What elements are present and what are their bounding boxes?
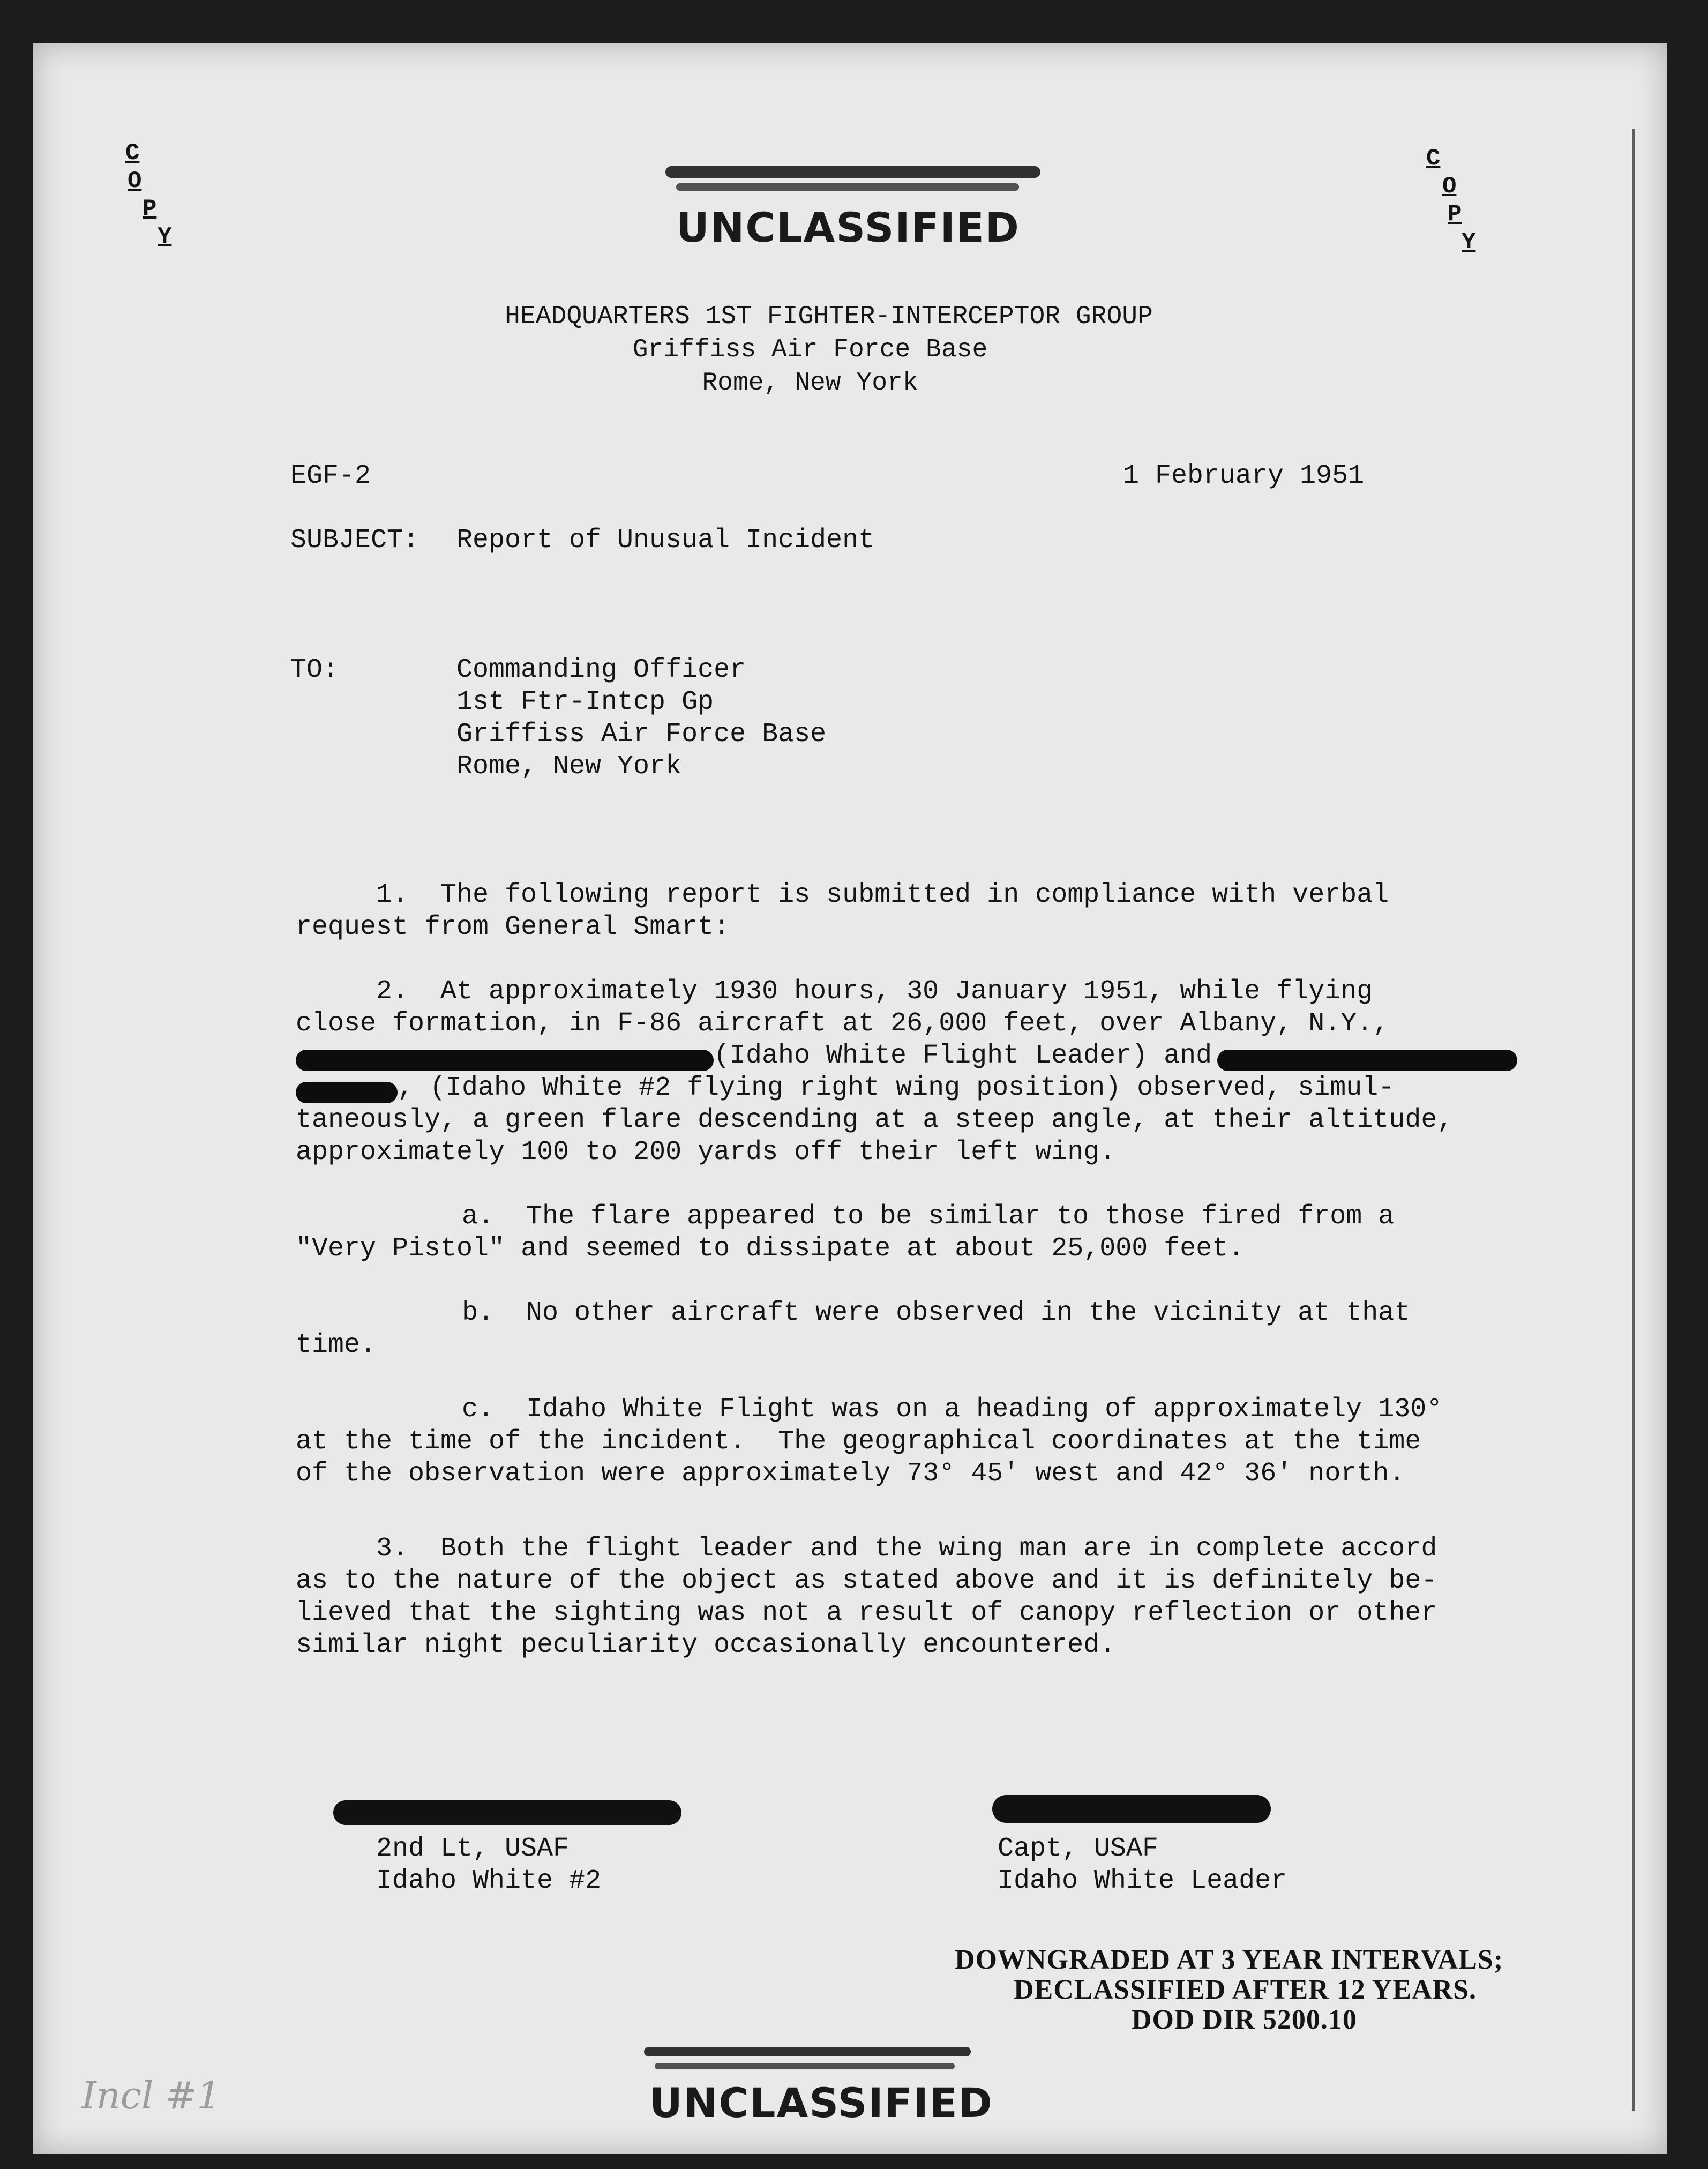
subparagraph-c-line: of the observation were approximately 73° 45' west and 42° 36' north. xyxy=(296,1459,1405,1489)
paragraph-2-line: close formation, in F-86 aircraft at 26,000 feet, over Albany, N.Y., xyxy=(296,1008,1389,1039)
copy-letter: O xyxy=(1442,173,1457,200)
subparagraph-b-line: b. No other aircraft were observed in the vicinity at that xyxy=(462,1298,1411,1328)
classification-stamp-top: UNCLASSIFIED xyxy=(676,204,1020,251)
redacted-line-text: (Idaho White Flight Leader) and xyxy=(714,1041,1212,1071)
letterhead-org: HEADQUARTERS 1ST FIGHTER-INTERCEPTOR GROUP xyxy=(505,302,1153,331)
to-address-line: 1st Ftr-Intcp Gp xyxy=(456,687,714,717)
signature-left-rank: 2nd Lt, USAF xyxy=(376,1834,570,1864)
subparagraph-b-line: time. xyxy=(296,1330,377,1360)
stamp-strikethrough-bottom xyxy=(644,2047,971,2056)
paragraph-2-line xyxy=(296,1072,1394,1105)
redaction-bar xyxy=(296,1082,398,1103)
copy-letter: O xyxy=(128,168,142,195)
enclosure-handwritten-note: Incl #1 xyxy=(81,2074,221,2118)
paragraph-3-line: 3. Both the flight leader and the wing man are in complete accord xyxy=(376,1534,1437,1564)
to-label: TO: xyxy=(290,655,339,685)
subject-label: SUBJECT: xyxy=(290,525,419,556)
classification-stamp-bottom: UNCLASSIFIED xyxy=(649,2079,993,2127)
stamp-strikethrough-top xyxy=(665,166,1040,178)
copy-letter: Y xyxy=(1462,229,1476,256)
document-page xyxy=(33,43,1667,2154)
signature-left-title: Idaho White #2 xyxy=(376,1866,602,1896)
downgrade-line: DOWNGRADED AT 3 YEAR INTERVALS; xyxy=(955,1944,1504,1975)
signature-redaction-left xyxy=(333,1800,681,1825)
page-edge-rule xyxy=(1632,129,1635,2111)
signature-right-rank: Capt, USAF xyxy=(998,1834,1159,1864)
copy-letter: C xyxy=(125,140,140,167)
to-address-line: Rome, New York xyxy=(456,751,682,782)
copy-mark-left xyxy=(125,139,171,251)
to-address-line: Commanding Officer xyxy=(456,655,746,685)
stamp-strikethrough-bottom-2 xyxy=(655,2063,955,2069)
copy-letter: P xyxy=(143,196,157,222)
redaction-bar xyxy=(296,1050,714,1071)
subparagraph-a-line: a. The flare appeared to be similar to those fired from a xyxy=(462,1201,1395,1232)
copy-letter: C xyxy=(1426,145,1441,172)
letterhead-base: Griffiss Air Force Base xyxy=(632,335,988,364)
paragraph-3-line: lieved that the sighting was not a result of canopy reflection or other xyxy=(296,1598,1437,1628)
paragraph-2-line: taneously, a green flare descending at a steep angle, at their altitude, xyxy=(296,1105,1454,1135)
downgrade-line: DECLASSIFIED AFTER 12 YEARS. xyxy=(1014,1974,1477,2005)
subparagraph-c-line: c. Idaho White Flight was on a heading of approximately 130° xyxy=(462,1394,1443,1425)
stamp-strikethrough-top-2 xyxy=(676,183,1019,191)
document-date: 1 February 1951 xyxy=(1123,461,1365,491)
paragraph-3-line: as to the nature of the object as stated above and it is definitely be- xyxy=(296,1566,1437,1596)
redaction-bar xyxy=(1217,1050,1517,1071)
paragraph-2-line: 2. At approximately 1930 hours, 30 January 1951, while flying xyxy=(376,976,1373,1007)
reference-code: EGF-2 xyxy=(290,461,371,491)
paragraph-2-line xyxy=(296,1039,1517,1073)
paragraph-2-line: approximately 100 to 200 yards off their left wing. xyxy=(296,1137,1116,1168)
letterhead-city: Rome, New York xyxy=(702,369,918,398)
redacted-line-text: , (Idaho White #2 flying right wing position) observed, simul- xyxy=(398,1073,1395,1103)
paragraph-1-line: 1. The following report is submitted in compliance with verbal xyxy=(376,880,1389,910)
copy-mark-right xyxy=(1426,145,1475,256)
signature-redaction-right xyxy=(992,1795,1271,1823)
signature-right-title: Idaho White Leader xyxy=(998,1866,1287,1896)
subparagraph-a-line: "Very Pistol" and seemed to dissipate at about 25,000 feet. xyxy=(296,1233,1245,1264)
paragraph-1-line: request from General Smart: xyxy=(296,912,730,943)
downgrade-line: DOD DIR 5200.10 xyxy=(1132,2005,1357,2035)
copy-letter: Y xyxy=(158,223,172,250)
subparagraph-c-line: at the time of the incident. The geographical coordinates at the time xyxy=(296,1426,1421,1457)
copy-letter: P xyxy=(1448,201,1462,228)
paragraph-3-line: similar night peculiarity occasionally encountered. xyxy=(296,1630,1116,1661)
subject-text: Report of Unusual Incident xyxy=(456,525,875,556)
to-address-line: Griffiss Air Force Base xyxy=(456,719,827,750)
